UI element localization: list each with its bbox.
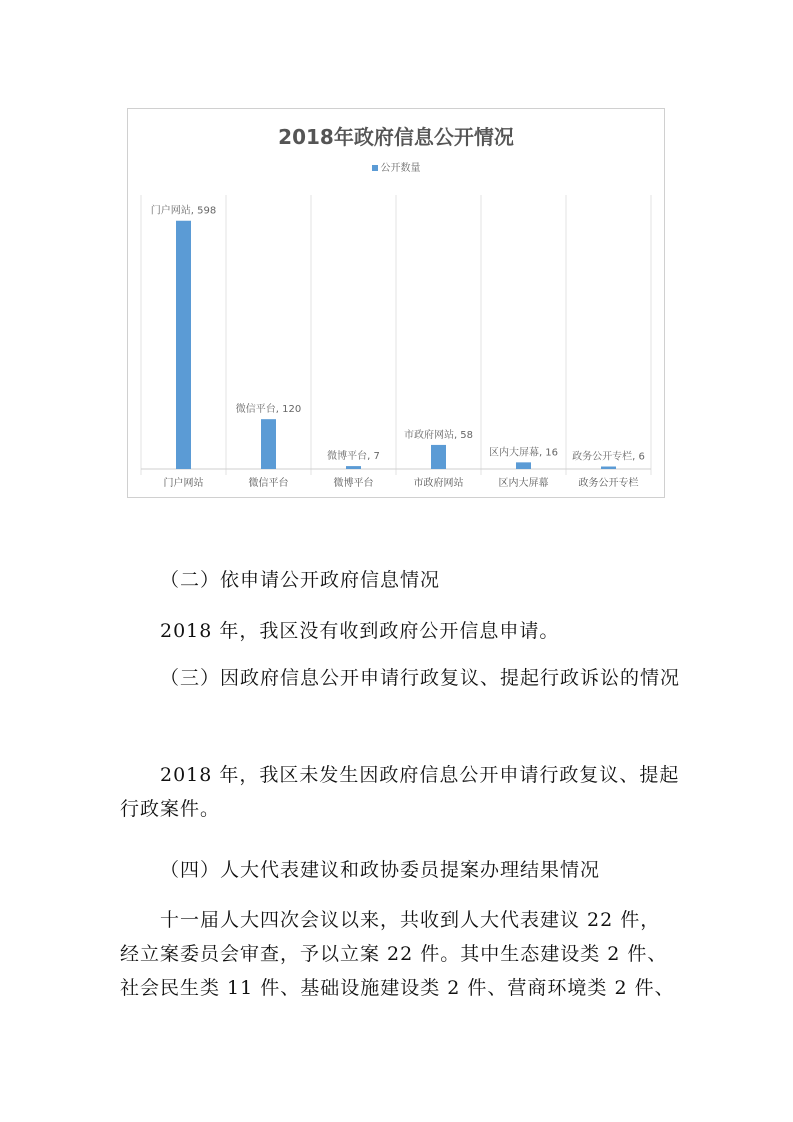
bar	[601, 467, 616, 469]
x-tick-label: 市政府网站	[413, 478, 464, 489]
data-label: 区内大屏幕, 16	[488, 447, 559, 459]
data-label: 微博平台, 7	[327, 451, 380, 463]
data-label: 门户网站, 598	[150, 205, 217, 217]
section-2-heading: （二）依申请公开政府信息情况	[160, 569, 441, 591]
section-4-body: 十一届人大四次会议以来，共收到人大代表建议 22 件，经立案委员会审查，予以立案 22 件。其中生态建设类 2 件、社会民生类 11 件、基础设施建设类 2 件、营商环境类 2 件、	[120, 909, 675, 999]
chart-container	[127, 108, 665, 498]
x-tick-label: 微博平台	[333, 478, 374, 489]
section-4-heading: （四）人大代表建议和政协委员提案办理结果情况	[160, 859, 601, 881]
legend-label: 公开数量	[380, 163, 421, 174]
section-3-body: 2018 年，我区未发生因政府信息公开申请行政复议、提起行政案件。	[120, 764, 680, 820]
data-label: 政务公开专栏, 6	[572, 451, 645, 463]
chart-title: 2018年政府信息公开情况	[278, 125, 514, 149]
section-3-heading: （三）因政府信息公开申请行政复议、提起行政诉讼的情况	[160, 667, 681, 689]
bar	[261, 419, 276, 469]
data-label: 市政府网站, 58	[403, 429, 474, 441]
data-label: 微信平台, 120	[235, 404, 302, 416]
x-tick-label: 区内大屏幕	[498, 478, 549, 489]
x-tick-label: 政务公开专栏	[578, 478, 639, 489]
x-tick-label: 微信平台	[248, 478, 289, 489]
section-2-body: 2018 年，我区没有收到政府公开信息申请。	[160, 620, 560, 642]
bar	[176, 221, 191, 469]
bar-chart-plot	[128, 109, 664, 497]
bar	[431, 445, 446, 469]
bar	[346, 466, 361, 469]
x-tick-label: 门户网站	[163, 478, 204, 489]
bar	[516, 462, 531, 469]
